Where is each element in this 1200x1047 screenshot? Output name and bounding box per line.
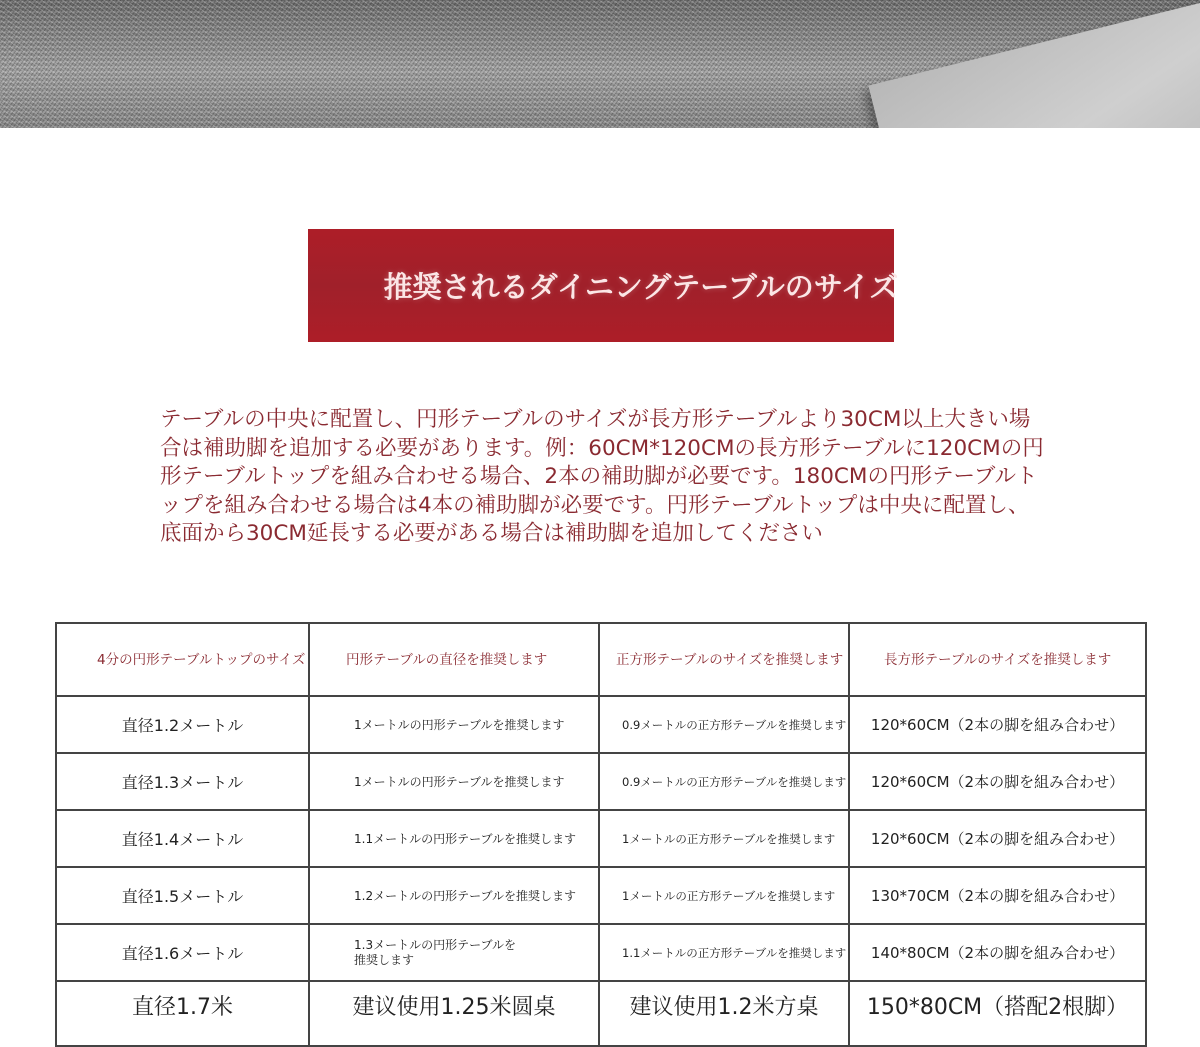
- cell-rect-table: 130*70CM（2本の脚を組み合わせ）: [849, 867, 1146, 924]
- cell-square-table: 1.1メートルの正方形テーブルを推奨します: [599, 924, 849, 981]
- banner-title: 推奨されるダイニングテーブルのサイズ: [383, 270, 899, 304]
- support-leg-note: テーブルの中央に配置し、円形テーブルのサイズが長方形テーブルより30CM以上大きい場合は補助脚を追加する必要があります。例：60CM*120CMの長方形テーブルに120CMの円形テーブルトップを組み合わせる場合、2本の補助脚が必要です。180CMの円形テーブルトップを組み合わせる場合は4本の補助脚が必要です。円形テーブルトップは中央に配置し、底面から30CM延長する必要がある場合は補助脚を追加してください: [160, 407, 1044, 546]
- size-recommendation-table: [55, 622, 1147, 1047]
- table-row: [56, 696, 1146, 753]
- cell-round-table: 1.3メートルの円形テーブルを推奨します: [309, 924, 599, 981]
- fabric-texture-photo: [0, 0, 1200, 128]
- header-tabletop-size: 4分の円形テーブルトップのサイズ: [56, 623, 309, 696]
- cell-tabletop-size: 直径1.6メートル: [56, 924, 309, 981]
- cell-square-table: 0.9メートルの正方形テーブルを推奨します: [599, 696, 849, 753]
- table-row: [56, 867, 1146, 924]
- header-square-table: 正方形テーブルのサイズを推奨します: [599, 623, 849, 696]
- table-row: [56, 810, 1146, 867]
- cell-rect-table: 140*80CM（2本の脚を組み合わせ）: [849, 924, 1146, 981]
- header-round-table: 円形テーブルの直径を推奨します: [309, 623, 599, 696]
- cell-square-table: 1メートルの正方形テーブルを推奨します: [599, 867, 849, 924]
- table-row: [56, 753, 1146, 810]
- cell-rect-table: 120*60CM（2本の脚を組み合わせ）: [849, 753, 1146, 810]
- cell-tabletop-size: 直径1.5メートル: [56, 867, 309, 924]
- cell-round-table: 建议使用1.25米圆桌: [309, 981, 599, 1046]
- cell-square-table: 0.9メートルの正方形テーブルを推奨します: [599, 753, 849, 810]
- cell-round-table: 1.1メートルの円形テーブルを推奨します: [309, 810, 599, 867]
- cell-tabletop-size: 直径1.7米: [56, 981, 309, 1046]
- table-row: [56, 924, 1146, 981]
- header-rect-table: 長方形テーブルのサイズを推奨します: [849, 623, 1146, 696]
- cell-tabletop-size: 直径1.2メートル: [56, 696, 309, 753]
- cell-rect-table: 120*60CM（2本の脚を組み合わせ）: [849, 696, 1146, 753]
- cell-tabletop-size: 直径1.4メートル: [56, 810, 309, 867]
- table-header-row: [56, 623, 1146, 696]
- cell-round-table: 1.2メートルの円形テーブルを推奨します: [309, 867, 599, 924]
- fabric-fold-edge: [868, 0, 1200, 128]
- cell-round-table: 1メートルの円形テーブルを推奨します: [309, 753, 599, 810]
- cell-square-table: 建议使用1.2米方桌: [599, 981, 849, 1046]
- cell-tabletop-size: 直径1.3メートル: [56, 753, 309, 810]
- cell-rect-table: 120*60CM（2本の脚を組み合わせ）: [849, 810, 1146, 867]
- cell-rect-table: 150*80CM（搭配2根脚）: [849, 981, 1146, 1046]
- cell-round-table: 1メートルの円形テーブルを推奨します: [309, 696, 599, 753]
- table-row: [56, 981, 1146, 1046]
- section-banner: [308, 229, 899, 342]
- cell-square-table: 1メートルの正方形テーブルを推奨します: [599, 810, 849, 867]
